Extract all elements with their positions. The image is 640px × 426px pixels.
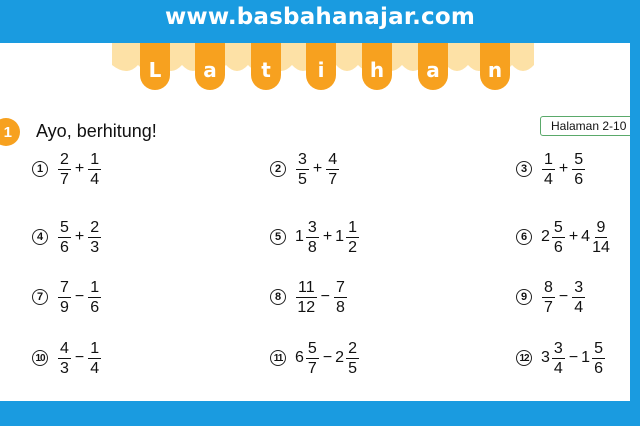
numerator: 1 <box>90 339 100 357</box>
numerator: 5 <box>574 150 584 168</box>
operator: + <box>322 228 333 245</box>
fraction <box>306 339 319 378</box>
problem-item <box>32 147 102 191</box>
fraction <box>88 150 101 189</box>
whole-number: 4 <box>581 228 591 245</box>
denominator: 4 <box>553 359 563 377</box>
numerator: 4 <box>328 150 338 168</box>
numerator: 4 <box>60 339 69 357</box>
banner-letter: h <box>362 43 392 90</box>
problem-number: 2 <box>270 161 286 177</box>
fraction <box>552 339 565 378</box>
banner-letter: n <box>480 43 510 90</box>
fraction <box>296 278 317 317</box>
numerator: 5 <box>553 218 563 236</box>
numerator: 3 <box>574 278 584 296</box>
banner-letter: t <box>251 43 281 90</box>
problem-item <box>270 336 360 380</box>
problem-item <box>270 147 340 191</box>
fraction <box>334 278 347 317</box>
operator: + <box>312 160 323 177</box>
numerator: 1 <box>544 150 553 168</box>
problem-item <box>516 336 606 380</box>
page-reference-badge: Halaman 2-10 <box>540 116 630 136</box>
problem-number: 7 <box>32 289 48 305</box>
denominator: 8 <box>335 298 345 316</box>
problem-number: 8 <box>270 289 286 305</box>
numerator: 5 <box>60 218 69 236</box>
numerator: 3 <box>298 150 307 168</box>
numerator: 2 <box>60 150 69 168</box>
operator: − <box>74 288 85 305</box>
fraction <box>542 278 555 317</box>
problem-number: 12 <box>516 350 532 366</box>
denominator: 14 <box>592 238 610 256</box>
problem-item <box>270 275 348 319</box>
problem-item <box>32 215 102 259</box>
problem-item <box>32 275 102 319</box>
operator: − <box>558 288 569 305</box>
numerator: 3 <box>307 218 317 236</box>
fraction <box>296 150 309 189</box>
denominator: 4 <box>90 170 100 188</box>
numerator: 7 <box>335 278 345 296</box>
operator: + <box>74 228 85 245</box>
denominator: 6 <box>90 298 100 316</box>
denominator: 3 <box>60 359 69 377</box>
problem-item <box>32 336 102 380</box>
fraction <box>88 339 101 378</box>
fraction <box>58 339 71 378</box>
operator: − <box>74 349 85 366</box>
banner-letter: i <box>306 43 336 90</box>
denominator: 7 <box>328 170 338 188</box>
banner-letter: a <box>195 43 225 90</box>
denominator: 7 <box>307 359 317 377</box>
operator: − <box>568 349 579 366</box>
operator: + <box>74 160 85 177</box>
numerator: 11 <box>298 278 315 296</box>
operator: + <box>568 228 579 245</box>
whole-number: 6 <box>295 349 304 366</box>
denominator: 8 <box>307 238 317 256</box>
problem-number: 3 <box>516 161 532 177</box>
fraction <box>88 278 101 317</box>
denominator: 3 <box>90 238 100 256</box>
numerator: 2 <box>90 218 100 236</box>
denominator: 5 <box>348 359 357 377</box>
whole-number: 1 <box>335 228 345 245</box>
numerator: 1 <box>90 278 100 296</box>
denominator: 4 <box>90 359 100 377</box>
fraction <box>58 150 71 189</box>
denominator: 6 <box>594 359 603 377</box>
whole-number: 1 <box>581 349 591 366</box>
whole-number: 2 <box>335 349 345 366</box>
fraction <box>592 218 610 257</box>
numerator: 5 <box>307 339 317 357</box>
fraction <box>306 218 319 257</box>
fraction <box>592 339 605 378</box>
latihan-banner <box>112 43 534 91</box>
operator: + <box>558 160 569 177</box>
fraction <box>58 218 71 257</box>
denominator: 7 <box>60 170 69 188</box>
denominator: 9 <box>60 298 69 316</box>
fraction <box>572 278 585 317</box>
section-title: Ayo, berhitung! <box>36 121 157 141</box>
fraction <box>542 150 555 189</box>
problem-number: 11 <box>270 350 286 366</box>
numerator: 7 <box>60 278 69 296</box>
denominator: 4 <box>574 298 584 316</box>
denominator: 6 <box>574 170 584 188</box>
fraction <box>346 218 359 257</box>
problem-item <box>516 215 611 259</box>
problem-item <box>516 275 586 319</box>
banner-letter: a <box>418 43 448 90</box>
denominator: 6 <box>60 238 69 256</box>
fraction <box>58 278 71 317</box>
whole-number: 3 <box>541 349 550 366</box>
section-number: 1 <box>0 118 20 146</box>
numerator: 8 <box>544 278 553 296</box>
operator: − <box>322 349 333 366</box>
denominator: 12 <box>297 298 316 316</box>
problem-number: 5 <box>270 229 286 245</box>
whole-number: 1 <box>295 228 304 245</box>
numerator: 5 <box>594 339 603 357</box>
problem-item <box>270 215 360 259</box>
fraction <box>346 339 359 378</box>
numerator: 2 <box>348 339 357 357</box>
problem-number: 1 <box>32 161 48 177</box>
problem-number: 10 <box>32 350 48 366</box>
denominator: 7 <box>544 298 553 316</box>
numerator: 9 <box>596 218 606 236</box>
denominator: 5 <box>298 170 307 188</box>
fraction <box>552 218 565 257</box>
operator: − <box>320 288 330 305</box>
fraction <box>326 150 339 189</box>
problem-number: 4 <box>32 229 48 245</box>
fraction <box>88 218 101 257</box>
denominator: 4 <box>544 170 553 188</box>
problem-number: 6 <box>516 229 532 245</box>
whole-number: 2 <box>541 228 550 245</box>
fraction <box>572 150 585 189</box>
denominator: 2 <box>348 238 357 256</box>
denominator: 6 <box>553 238 563 256</box>
numerator: 1 <box>348 218 357 236</box>
numerator: 1 <box>90 150 100 168</box>
banner-letter: L <box>140 43 170 90</box>
site-url: www.basbahanajar.com <box>164 4 476 30</box>
problem-item <box>516 147 586 191</box>
worksheet-page <box>0 43 630 401</box>
problem-number: 9 <box>516 289 532 305</box>
numerator: 3 <box>553 339 563 357</box>
